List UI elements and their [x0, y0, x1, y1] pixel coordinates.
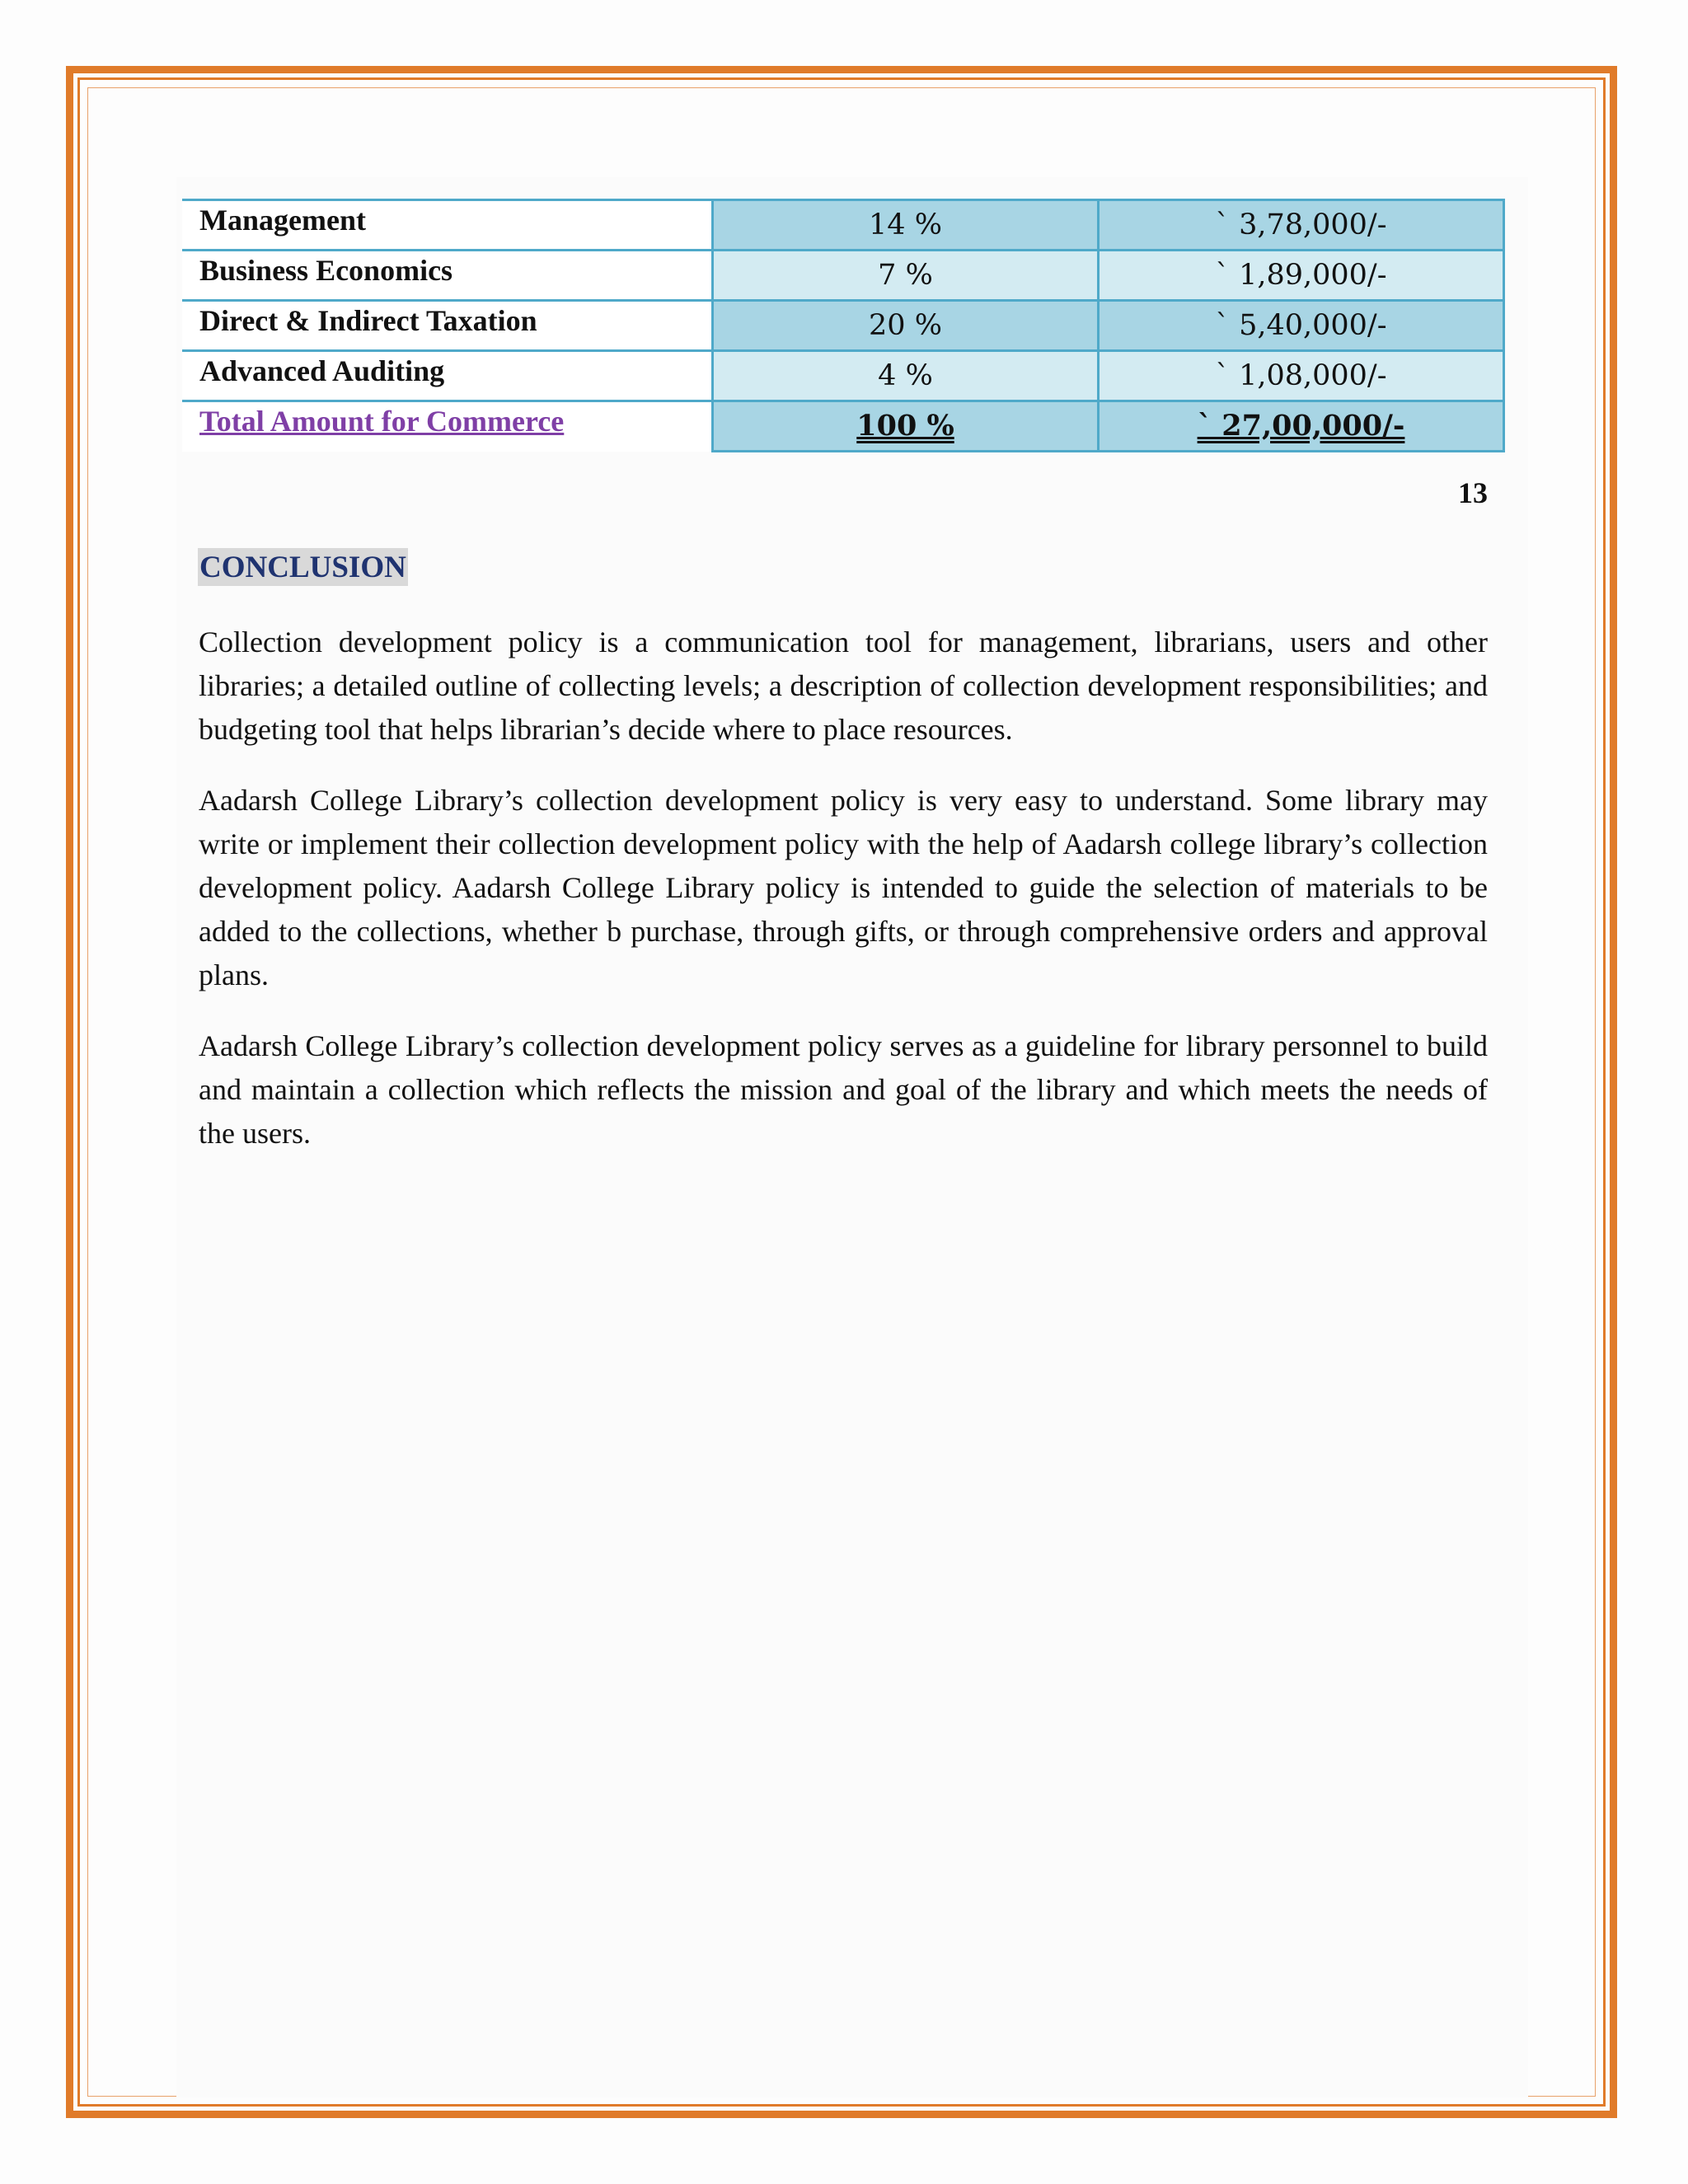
- subject-cell: Business Economics: [182, 251, 713, 301]
- subject-cell: Direct & Indirect Taxation: [182, 301, 713, 351]
- total-percent-cell: 100 %: [713, 401, 1099, 452]
- page-number: 13: [1458, 476, 1488, 509]
- budget-table: [182, 199, 1505, 452]
- table-row: [182, 251, 1504, 301]
- amount-cell: ` 3,78,000/-: [1099, 200, 1504, 251]
- total-amount-cell: ` 27,00,000/-: [1099, 401, 1504, 452]
- percent-cell: 4 %: [713, 351, 1099, 401]
- subject-cell: Management: [182, 200, 713, 251]
- table-row: [182, 200, 1504, 251]
- table-row: [182, 301, 1504, 351]
- total-row: [182, 401, 1504, 452]
- conclusion-heading: CONCLUSION: [198, 548, 408, 586]
- conclusion-paragraph: Collection development policy is a communication tool for management, librarians, users and other libraries; a detailed outline of collecting levels; a description of collection development responsibilities; and budgeting tool that helps librarian’s decide where to place resources.: [199, 626, 1488, 746]
- amount-cell: ` 1,08,000/-: [1099, 351, 1504, 401]
- percent-cell: 14 %: [713, 200, 1099, 251]
- percent-cell: 20 %: [713, 301, 1099, 351]
- table-row: [182, 351, 1504, 401]
- total-subject-link[interactable]: Total Amount for Commerce: [182, 401, 713, 452]
- conclusion-paragraph: Aadarsh College Library’s collection development policy serves as a guideline for library personnel to build and maintain a collection which reflects the mission and goal of the library and which meets the needs of the users.: [199, 1029, 1488, 1150]
- amount-cell: ` 1,89,000/-: [1099, 251, 1504, 301]
- conclusion-paragraph: Aadarsh College Library’s collection development policy is very easy to understand. Some library may write or implement their collection development policy with the help of Aadarsh college library’s collection development policy. Aadarsh College Library policy is intended to guide the selection of materials to be added to the collections, whether b purchase, through gifts, or through comprehensive orders and approval plans.: [199, 784, 1488, 991]
- amount-cell: ` 5,40,000/-: [1099, 301, 1504, 351]
- subject-cell: Advanced Auditing: [182, 351, 713, 401]
- percent-cell: 7 %: [713, 251, 1099, 301]
